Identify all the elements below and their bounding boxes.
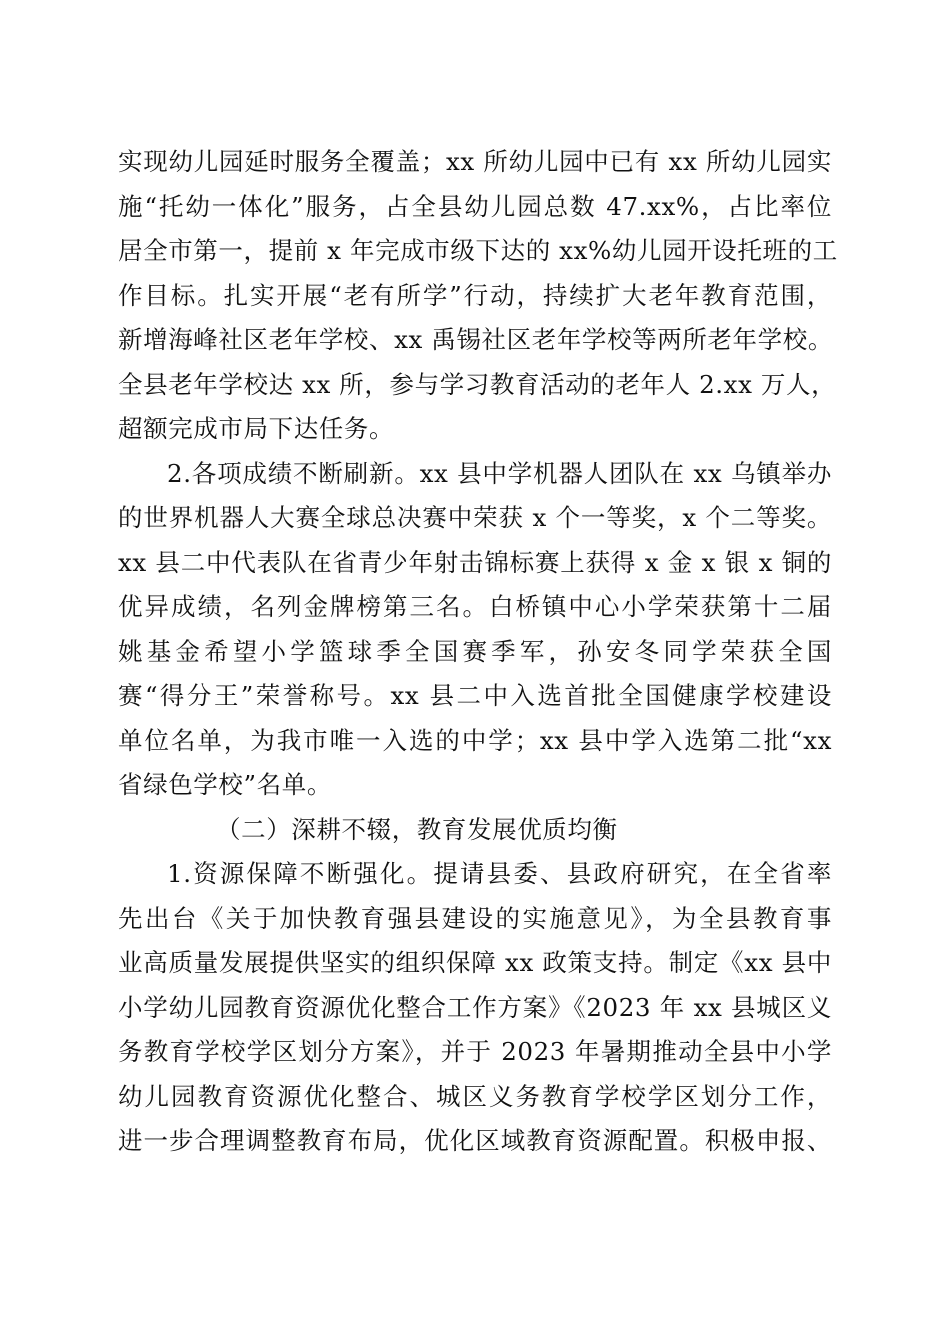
text-line: （二）深耕不辍，教育发展优质均衡 [216, 814, 618, 844]
text-line: 全县老年学校达 xx 所，参与学习教育活动的老年人 2.xx 万人， [118, 369, 837, 399]
text-line: 1.资源保障不断强化。提请县委、县政府研究，在全省率 [167, 859, 832, 888]
text-line: 新增海峰社区老年学校、xx 禹锡社区老年学校等两所老年学校。 [118, 325, 833, 354]
text-line: 优异成绩，名列金牌榜第三名。白桥镇中心小学荣获第十二届 [118, 592, 832, 621]
text-line: 作目标。扎实开展“老有所学”行动，持续扩大老年教育范围， [118, 280, 832, 310]
text-line: 小学幼儿园教育资源优化整合工作方案》《2023 年 xx 县城区义 [118, 992, 832, 1022]
paragraph [118, 852, 832, 1164]
text-line: 的世界机器人大赛全球总决赛中荣获 x 个一等奖，x 个二等奖。 [118, 503, 832, 532]
text-line: 姚基金希望小学篮球季全国赛季军，孙安冬同学荣获全国 [118, 636, 832, 666]
text-line: 业高质量发展提供坚实的组织保障 xx 政策支持。制定《xx 县中 [118, 948, 832, 977]
text-line: 进一步合理调整教育布局，优化区域教育资源配置。积极申报、 [118, 1126, 832, 1155]
text-line: 单位名单，为我市唯一入选的中学；xx 县中学入选第二批“xx [118, 725, 832, 755]
text-line: 省绿色学校”名单。 [118, 770, 332, 799]
text-line: 2.各项成绩不断刷新。xx 县中学机器人团队在 xx 乌镇举办 [167, 458, 832, 488]
section-heading [118, 808, 832, 853]
text-line: 超额完成市局下达任务。 [118, 414, 395, 443]
text-line: 务教育学校学区划分方案》，并于 2023 年暑期推动全县中小学 [118, 1037, 832, 1066]
text-line: 赛“得分王”荣誉称号。xx 县二中入选首批全国健康学校建设 [118, 681, 832, 710]
text-line: 幼儿园教育资源优化整合、城区义务教育学校学区划分工作， [118, 1081, 832, 1111]
text-line: xx 县二中代表队在省青少年射击锦标赛上获得 x 金 x 银 x 铜的 [118, 547, 832, 577]
document-body [118, 140, 838, 1164]
text-line: 实现幼儿园延时服务全覆盖；xx 所幼儿园中已有 xx 所幼儿园实 [118, 147, 832, 176]
text-line: 先出台《关于加快教育强县建设的实施意见》，为全县教育事 [118, 903, 832, 933]
text-line: 居全市第一，提前 x 年完成市级下达的 xx%幼儿园开设托班的工 [118, 236, 838, 265]
paragraph [118, 452, 832, 808]
text-line: 施“托幼一体化”服务，占全县幼儿园总数 47.xx%，占比率位 [118, 191, 832, 221]
paragraph [118, 140, 838, 452]
